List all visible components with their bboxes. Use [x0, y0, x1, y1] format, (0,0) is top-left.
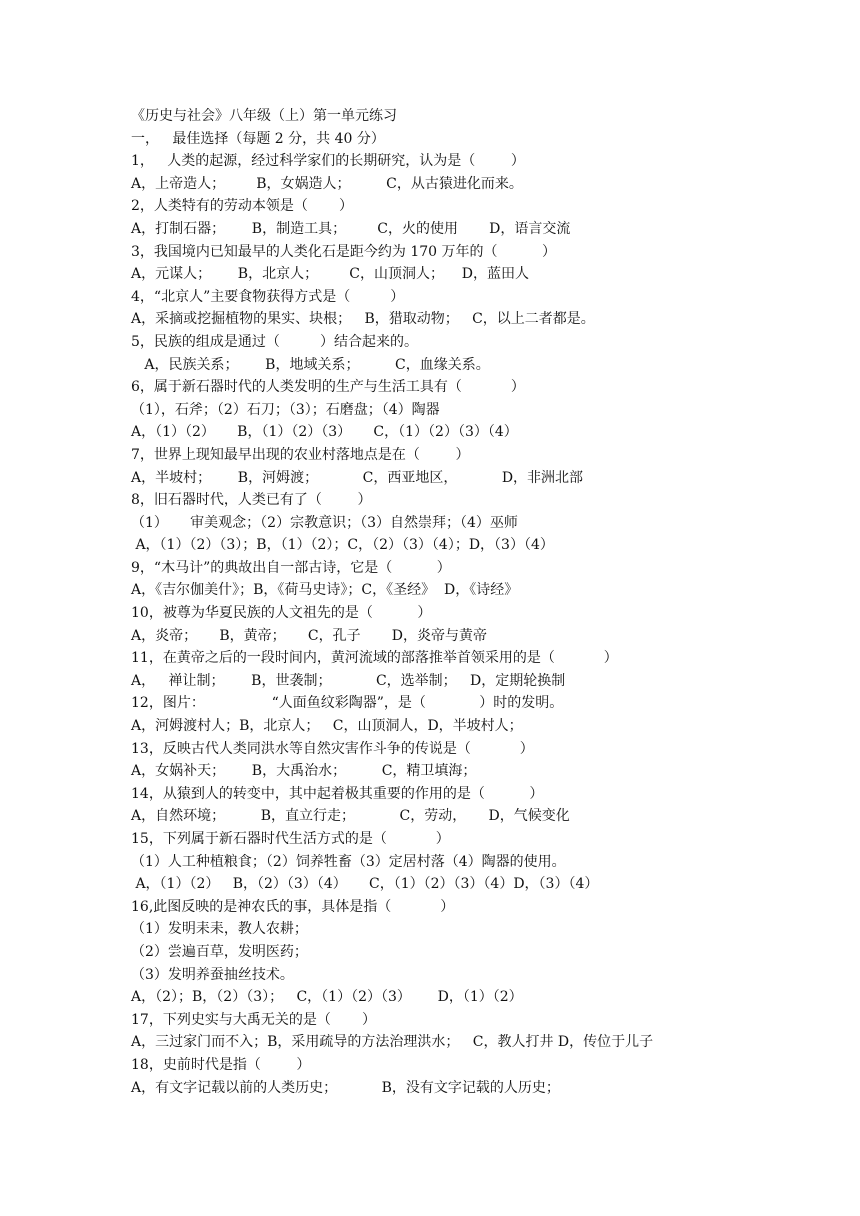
options-line: A，河姆渡村人；B，北京人； C，山顶洞人，D，半坡村人；: [131, 718, 523, 735]
question-line: 3，我国境内已知最早的人类化石是距今约为 170 万年的（ ）: [131, 243, 557, 260]
options-line: A，（1）（2） B，（1）（2）（3） C，（1）（2）（3）（4）: [131, 424, 518, 441]
question-line: 14，从猿到人的转变中，其中起着极其重要的作用的是（ ）: [131, 785, 544, 802]
question-line: 9，“木马计”的典故出自一部古诗，它是（ ）: [131, 559, 451, 576]
question-line: 5，民族的组成是通过（ ）结合起来的。: [131, 333, 418, 350]
question-line: 8，旧石器时代，人类已有了（ ）: [131, 492, 372, 509]
question-line: 2，人类特有的劳动本领是（ ）: [131, 198, 354, 215]
sub-item-line: （1），石斧；（2）石刀；（3）；石磨盘；（4）陶器: [131, 401, 440, 418]
options-line: A，上帝造人； B，女娲造人； C，从古猿进化而来。: [131, 175, 523, 192]
options-line: A，（1）（2）（3）；B，（1）（2）；C，（2）（3）（4）；D，（3）（4）: [131, 537, 554, 554]
question-line: 7，世界上现知最早出现的农业村落地点是在（ ）: [131, 446, 470, 463]
question-line: 18，史前时代是指（ ）: [131, 1056, 311, 1073]
sub-item-line: （2）尝遍百草，发明医药；: [131, 943, 308, 960]
worksheet-body: [131, 105, 731, 1099]
options-line: A，三过家门而不入；B，采用疏导的方法治理洪水； C，教人打井 D，传位于儿子: [131, 1034, 654, 1051]
sub-item-line: （1）人工种植粮食；（2）饲养牲畜（3）定居村落（4）陶器的使用。: [131, 853, 566, 870]
options-line: A，民族关系； B，地域关系； C，血缘关系。: [131, 356, 490, 373]
question-line: 12，图片： “人面鱼纹彩陶器”，是（ ）时的发明。: [131, 695, 564, 712]
options-line: A，有文字记载以前的人类历史； B，没有文字记载的人历史；: [131, 1079, 560, 1096]
question-line: 11，在黄帝之后的一段时间内，黄河流域的部落推举首领采用的是（ ）: [131, 650, 618, 667]
question-line: 10，被尊为华夏民族的人文祖先的是（ ）: [131, 605, 432, 622]
options-line: A，《吉尔伽美什》；B，《荷马史诗》；C，《圣经》 D，《诗经》: [131, 582, 519, 599]
options-line: A，打制石器； B，制造工具； C，火的使用 D，语言交流: [131, 220, 571, 237]
sub-item-line: （1）发明耒耒，教人农耕；: [131, 921, 308, 938]
question-line: 13，反映古代人类同洪水等自然灾害作斗争的传说是（ ）: [131, 740, 534, 757]
section-heading: 一， 最佳选择（每题 2 分，共 40 分）: [131, 130, 385, 147]
question-line: 17，下列史实与大禹无关的是（ ）: [131, 1011, 376, 1028]
question-line: 15，下列属于新石器时代生活方式的是（ ）: [131, 831, 450, 847]
question-line: 4，“北京人”主要食物获得方式是（ ）: [131, 288, 405, 305]
options-line: A，元谋人； B，北京人； C，山顶洞人； D，蓝田人: [131, 266, 529, 283]
options-line: A，炎帝； B，黄帝； C，孔子 D，炎帝与黄帝: [131, 627, 487, 644]
options-line: A，女娲补天； B，大禹治水； C，精卫填海；: [131, 763, 477, 780]
question-line: 16,此图反映的是神农氏的事，具体是指（ ）: [131, 898, 455, 915]
sub-item-line: （1） 审美观念；（2）宗教意识；（3）自然崇拜；（4）巫师: [131, 514, 518, 531]
worksheet-title: 《历史与社会》八年级（上）第一单元练习: [131, 108, 397, 124]
options-line: A，半坡村； B，河姆渡； C，西亚地区， D，非洲北部: [131, 469, 584, 486]
options-line: A，（2）；B，（2）（3）； C，（1）（2）（3） D，（1）（2）: [131, 989, 523, 1006]
question-line: 6，属于新石器时代的人类发明的生产与生活工具有（ ）: [131, 379, 525, 396]
options-line: A，（1）（2） B，（2）（3）（4） C，（1）（2）（3）（4）D，（3）（4）: [131, 876, 599, 893]
options-line: A，自然环境； B，直立行走； C，劳动， D，气候变化: [131, 808, 570, 825]
options-line: A， 禅让制； B，世袭制； C，选举制； D，定期轮换制: [131, 672, 566, 689]
question-line: 1， 人类的起源，经过科学家们的长期研究，认为是（ ）: [131, 153, 525, 170]
sub-item-line: （3）发明养蚕抽丝技术。: [131, 966, 294, 983]
options-line: A，采摘或挖掘植物的果实、块根； B，猎取动物； C，以上二者都是。: [131, 311, 595, 328]
